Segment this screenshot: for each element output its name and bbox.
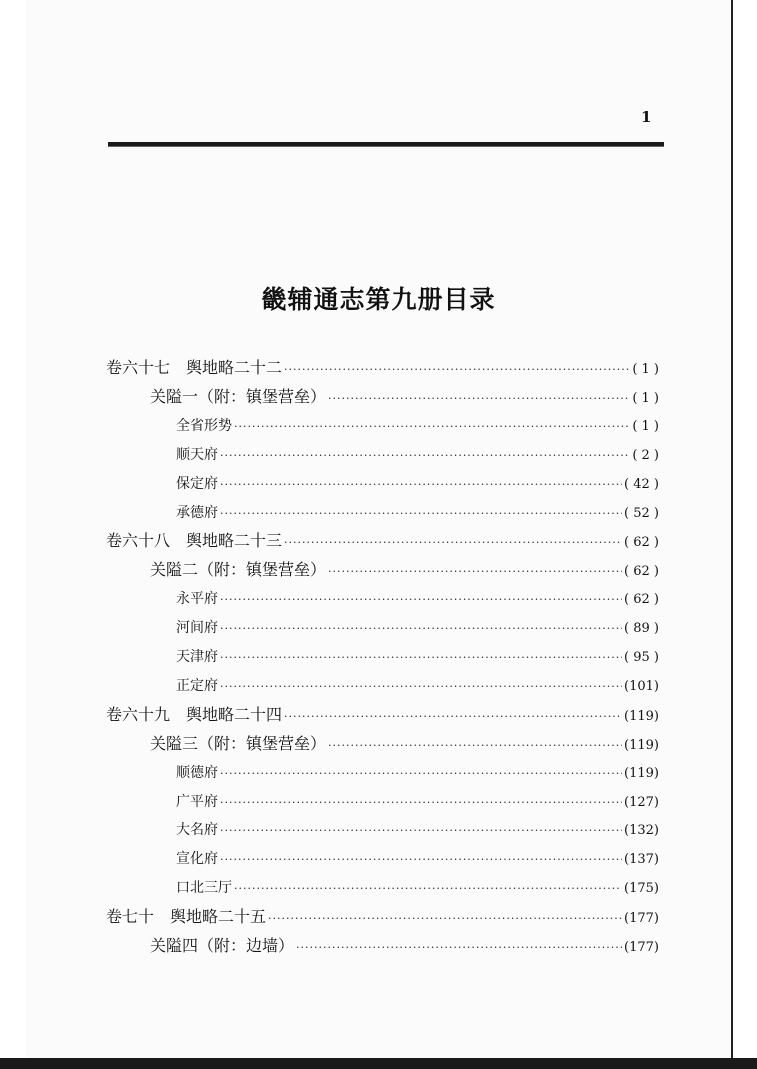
toc-entry — [176, 818, 659, 842]
toc-dot-leader — [328, 734, 622, 758]
toc-entry — [176, 876, 659, 900]
toc-entry-page: ( 1 ) — [632, 390, 659, 406]
toc-entry-page: (127) — [624, 794, 659, 810]
toc-entry-label: 正定府 — [176, 677, 218, 694]
toc-entry-label: 关隘三（附：镇堡营垒） — [150, 733, 327, 753]
toc-entry — [106, 905, 659, 929]
toc-entry-page: ( 89 ) — [624, 621, 659, 637]
toc-dot-leader — [284, 531, 622, 555]
toc-entry — [106, 529, 659, 553]
toc-dot-leader — [234, 415, 630, 439]
toc-entry — [176, 847, 659, 871]
toc-dot-leader — [220, 444, 630, 468]
toc-dot-leader — [220, 646, 622, 670]
toc-dot-leader — [220, 502, 622, 526]
toc-dot-leader — [284, 705, 622, 729]
toc-entry — [106, 703, 659, 727]
toc-entry — [176, 587, 659, 611]
toc-dot-leader — [220, 848, 622, 872]
toc-entry — [150, 385, 659, 409]
toc-entry-page: ( 1 ) — [632, 362, 659, 377]
toc-dot-leader — [328, 560, 622, 584]
toc-entry-page: (119) — [624, 737, 659, 753]
toc-entry-page: ( 95 ) — [624, 650, 659, 665]
toc-dot-leader — [220, 617, 622, 641]
toc-dot-leader — [220, 762, 622, 786]
scan-edge-right — [731, 0, 757, 1069]
toc-entry-page: ( 2 ) — [632, 447, 659, 463]
toc-dot-leader — [220, 675, 622, 699]
toc-dot-leader — [234, 877, 622, 901]
scan-edge-bottom — [0, 1058, 757, 1069]
toc-entry-label: 关隘二（附：镇堡营垒） — [150, 560, 327, 580]
toc-entry-page: ( 62 ) — [624, 564, 659, 580]
toc-entry-label: 保定府 — [176, 475, 218, 492]
toc-entry — [176, 472, 659, 496]
toc-entry-label: 大名府 — [176, 822, 218, 839]
toc-entry-page: ( 62 ) — [624, 535, 659, 551]
toc-entry — [176, 645, 659, 669]
toc-dot-leader — [268, 907, 622, 931]
toc-entry-label: 关隘一（附：镇堡营垒） — [150, 386, 327, 406]
toc-entry-page: (101) — [624, 678, 659, 694]
toc-entry-label: 关隘四（附：边墙） — [150, 936, 295, 955]
toc-entry-page: ( 52 ) — [624, 505, 659, 521]
toc-entry-label: 卷六十九 舆地略二十四 — [106, 704, 283, 724]
header-rule — [108, 142, 664, 147]
toc-entry-page: (119) — [624, 765, 659, 781]
toc-entry — [176, 790, 659, 814]
toc-entry-page: (119) — [624, 708, 659, 724]
toc-entry-page: ( 1 ) — [632, 418, 659, 434]
toc-entry — [106, 356, 659, 380]
toc-dot-leader — [220, 588, 622, 612]
toc-dot-leader — [220, 819, 622, 843]
toc-entry-page: (177) — [624, 940, 659, 955]
toc-dot-leader — [284, 358, 630, 382]
toc-entry — [176, 674, 659, 698]
toc-dot-leader — [220, 791, 622, 815]
toc-entry-label: 承德府 — [176, 504, 218, 521]
toc-entry-page: (132) — [624, 823, 659, 839]
toc-entry-page: ( 62 ) — [624, 592, 659, 608]
toc-dot-leader — [296, 936, 622, 960]
toc-entry-label: 宣化府 — [176, 851, 218, 868]
page-title: 畿辅通志第九册目录 — [261, 285, 496, 314]
toc-entry-label: 天津府 — [176, 649, 218, 665]
toc-entry-label: 永平府 — [176, 591, 218, 608]
toc-entry — [150, 558, 659, 582]
toc-entry-label: 卷六十七 舆地略二十二 — [106, 358, 283, 377]
toc-dot-leader — [328, 387, 630, 411]
toc-dot-leader — [220, 473, 622, 497]
toc-entry-label: 河间府 — [176, 620, 218, 637]
toc-entry — [176, 501, 659, 525]
toc-entry — [176, 443, 659, 467]
toc-entry-label: 顺德府 — [176, 764, 218, 781]
toc-entry — [176, 414, 659, 438]
toc-entry — [150, 732, 659, 756]
toc-entry-page: ( 42 ) — [624, 476, 659, 492]
toc-entry-label: 口北三厅 — [176, 880, 232, 897]
toc-entry — [150, 934, 659, 958]
toc-entry-page: (175) — [624, 881, 659, 897]
toc-entry-label: 卷七十 舆地略二十五 — [106, 907, 267, 927]
toc-entry-label: 广平府 — [176, 793, 218, 810]
toc-entry-label: 全省形势 — [176, 417, 232, 434]
toc-entry-label: 卷六十八 舆地略二十三 — [106, 531, 283, 551]
page-number: 1 — [641, 108, 652, 126]
toc-entry-page: (137) — [624, 852, 659, 868]
toc-entry — [176, 761, 659, 785]
toc-entry — [176, 616, 659, 640]
toc-entry-label: 顺天府 — [176, 446, 218, 463]
toc-entry-page: (177) — [624, 911, 659, 927]
